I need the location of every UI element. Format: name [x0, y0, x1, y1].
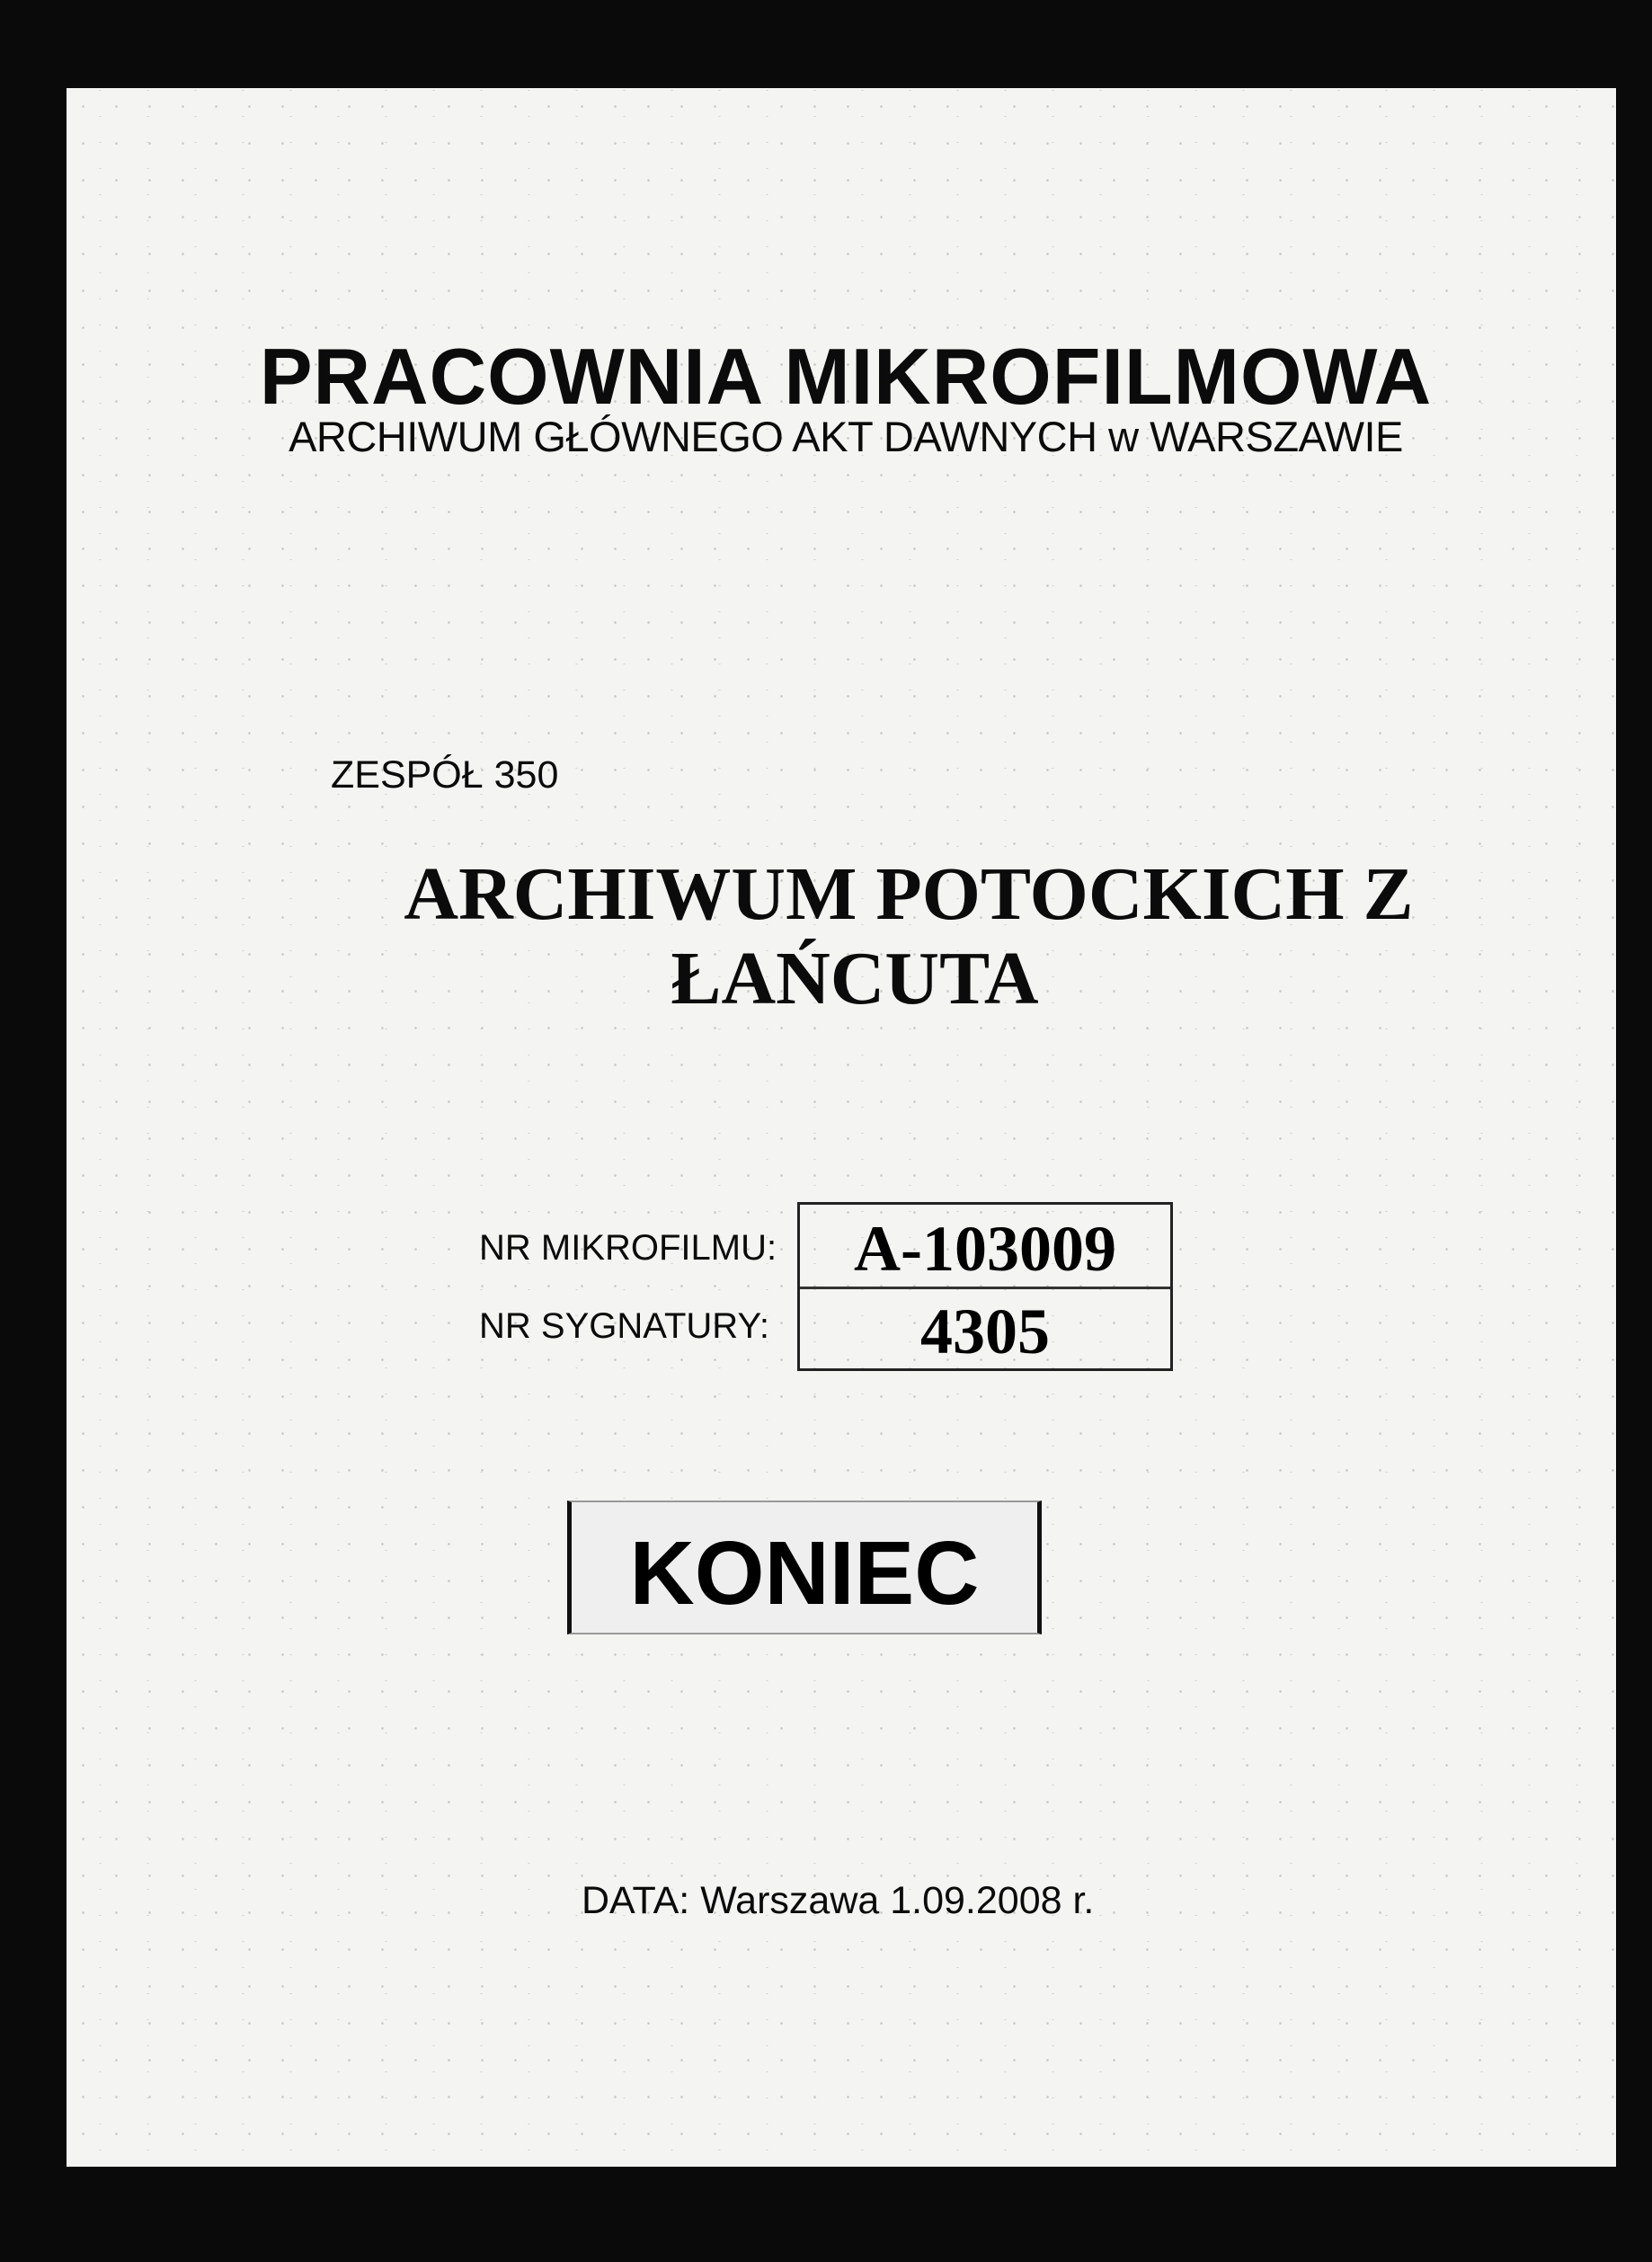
- microfilm-label: NR MIKROFILMU:: [479, 1228, 777, 1268]
- end-stamp-text: KONIEC: [629, 1523, 980, 1624]
- document-page: [67, 88, 1616, 2167]
- zespol-label: ZESPÓŁ 350: [331, 753, 559, 797]
- microfilm-value: A-103009: [854, 1213, 1116, 1285]
- numbers-table: [797, 1202, 1173, 1371]
- table-divider: [800, 1287, 1170, 1289]
- page-subtitle: ARCHIWUM GŁÓWNEGO AKT DAWNYCH w WARSZAWIE: [289, 413, 1403, 460]
- signature-label: NR SYGNATURY:: [479, 1306, 770, 1346]
- signature-value: 4305: [920, 1296, 1050, 1367]
- end-stamp: [567, 1501, 1042, 1634]
- page-title: PRACOWNIA MIKROFILMOWA: [259, 332, 1433, 421]
- archive-name-line2: ŁAŃCUTA: [671, 937, 1039, 1020]
- date-line: DATA: Warszawa 1.09.2008 r.: [582, 1879, 1095, 1922]
- archive-name-line1: ARCHIWUM POTOCKICH Z: [404, 852, 1414, 936]
